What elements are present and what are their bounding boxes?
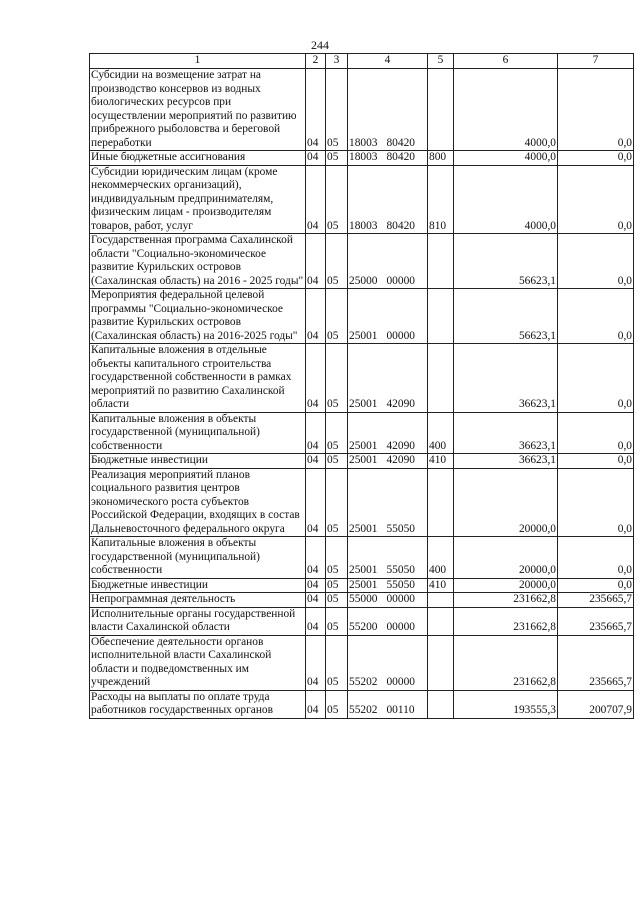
table-row [90, 593, 634, 608]
row-subsection: 05 [326, 607, 348, 635]
target-code-program: 18003 [349, 151, 378, 163]
target-code-direction: 00000 [386, 593, 415, 605]
target-code-direction: 80420 [386, 151, 415, 163]
target-code-direction: 00000 [386, 621, 415, 633]
row-name: Субсидии юридическим лицам (кроме некоммерческих организаций), индивидуальным предпринимателям, физическим лицам - производителям товаров, работ, услуг [90, 165, 306, 234]
row-amount-col6: 36623,1 [454, 344, 558, 413]
row-target-code [348, 635, 428, 690]
row-name: Обеспечение деятельности органов исполнительной власти Сахалинской области и подведомственных им учреждений [90, 635, 306, 690]
col-header-7: 7 [558, 54, 634, 69]
row-amount-col7: 235665,7 [558, 593, 634, 608]
row-section: 04 [306, 289, 326, 344]
target-code-direction: 42090 [386, 398, 415, 410]
row-section: 04 [306, 234, 326, 289]
target-code-direction: 00110 [386, 704, 415, 716]
row-amount-col6: 20000,0 [454, 468, 558, 537]
row-section: 04 [306, 690, 326, 718]
page-number: 244 [311, 38, 329, 52]
target-code-direction: 80420 [386, 136, 415, 149]
header-row [90, 54, 634, 69]
col-header-5: 5 [428, 54, 454, 69]
row-section: 04 [306, 454, 326, 469]
row-target-code [348, 289, 428, 344]
col-header-6: 6 [454, 54, 558, 69]
row-target-code [348, 69, 428, 151]
row-amount-col6: 4000,0 [454, 165, 558, 234]
col-header-3: 3 [326, 54, 348, 69]
target-code-program: 25001 [349, 578, 378, 591]
row-expense-type [428, 690, 454, 718]
row-section: 04 [306, 165, 326, 234]
row-amount-col6: 56623,1 [454, 234, 558, 289]
row-subsection: 05 [326, 412, 348, 454]
row-name: Непрограммная деятельность [90, 593, 306, 608]
row-expense-type [428, 234, 454, 289]
row-name: Капитальные вложения в объекты государственной (муниципальной) собственности [90, 537, 306, 579]
row-expense-type [428, 344, 454, 413]
row-name: Мероприятия федеральной целевой программы "Социально-экономическое развитие Курильских островов (Сахалинская область) на 2016-2025 годы" [90, 289, 306, 344]
target-code-program: 55202 [349, 676, 378, 688]
row-expense-type: 410 [428, 578, 454, 593]
row-amount-col7: 0,0 [558, 412, 634, 454]
row-target-code [348, 468, 428, 537]
row-target-code [348, 234, 428, 289]
row-amount-col7: 0,0 [558, 69, 634, 151]
row-section: 04 [306, 593, 326, 608]
row-amount-col6: 36623,1 [454, 412, 558, 454]
target-code-direction: 00000 [386, 676, 415, 688]
target-code-program: 18003 [349, 136, 378, 149]
row-target-code [348, 344, 428, 413]
row-section: 04 [306, 344, 326, 413]
row-target-code [348, 593, 428, 608]
budget-table [89, 53, 634, 719]
row-target-code [348, 151, 428, 166]
row-target-code [348, 165, 428, 234]
target-code-direction: 80420 [386, 219, 415, 232]
row-amount-col6: 56623,1 [454, 289, 558, 344]
table-row [90, 537, 634, 579]
table-row [90, 454, 634, 469]
row-name: Расходы на выплаты по оплате труда работников государственных органов [90, 690, 306, 718]
table-row [90, 165, 634, 234]
row-target-code [348, 690, 428, 718]
row-expense-type [428, 607, 454, 635]
row-amount-col6: 231662,8 [454, 607, 558, 635]
row-expense-type [428, 289, 454, 344]
row-target-code [348, 578, 428, 593]
table-row [90, 607, 634, 635]
row-subsection: 05 [326, 537, 348, 579]
row-name: Иные бюджетные ассигнования [90, 151, 306, 166]
row-amount-col6: 231662,8 [454, 593, 558, 608]
target-code-direction: 55050 [386, 522, 415, 535]
row-amount-col6: 231662,8 [454, 635, 558, 690]
row-amount-col7: 0,0 [558, 165, 634, 234]
row-expense-type [428, 468, 454, 537]
row-subsection: 05 [326, 468, 348, 537]
table-row [90, 690, 634, 718]
row-subsection: 05 [326, 289, 348, 344]
row-subsection: 05 [326, 454, 348, 469]
row-section: 04 [306, 537, 326, 579]
row-name: Исполнительные органы государственной власти Сахалинской области [90, 607, 306, 635]
row-amount-col7: 200707,9 [558, 690, 634, 718]
row-subsection: 05 [326, 344, 348, 413]
row-subsection: 05 [326, 151, 348, 166]
row-subsection: 05 [326, 165, 348, 234]
row-subsection: 05 [326, 69, 348, 151]
table-row [90, 635, 634, 690]
row-amount-col7: 0,0 [558, 578, 634, 593]
row-name: Бюджетные инвестиции [90, 578, 306, 593]
target-code-program: 55202 [349, 704, 378, 716]
table-row [90, 578, 634, 593]
row-target-code [348, 607, 428, 635]
target-code-direction: 42090 [386, 439, 415, 452]
row-section: 04 [306, 412, 326, 454]
row-section: 04 [306, 69, 326, 151]
row-target-code [348, 412, 428, 454]
target-code-direction: 00000 [386, 329, 415, 342]
table-row [90, 289, 634, 344]
table-row [90, 344, 634, 413]
row-expense-type: 810 [428, 165, 454, 234]
row-subsection: 05 [326, 234, 348, 289]
row-amount-col7: 0,0 [558, 454, 634, 469]
row-name: Бюджетные инвестиции [90, 454, 306, 469]
row-subsection: 05 [326, 578, 348, 593]
row-name: Капитальные вложения в отдельные объекты капитального строительства государственной собственности в рамках мероприятий по развитию Сахалинской области [90, 344, 306, 413]
target-code-program: 55000 [349, 593, 378, 605]
row-name: Субсидии на возмещение затрат на производство консервов из водных биологических ресурсов при осуществлении мероприятий по развитию прибрежного рыболовства и береговой переработки [90, 69, 306, 151]
row-section: 04 [306, 151, 326, 166]
table-row [90, 151, 634, 166]
target-code-program: 55200 [349, 621, 378, 633]
col-header-2: 2 [306, 54, 326, 69]
target-code-direction: 42090 [386, 454, 415, 466]
row-section: 04 [306, 635, 326, 690]
row-amount-col7: 0,0 [558, 344, 634, 413]
row-target-code [348, 454, 428, 469]
row-expense-type [428, 635, 454, 690]
row-name: Реализация мероприятий планов социального развития центров экономического роста субъектов Российской Федерации, входящих в состав Дальневосточного федерального округа [90, 468, 306, 537]
row-amount-col6: 20000,0 [454, 578, 558, 593]
row-amount-col6: 36623,1 [454, 454, 558, 469]
row-amount-col6: 193555,3 [454, 690, 558, 718]
target-code-direction: 00000 [386, 274, 415, 287]
target-code-direction: 55050 [386, 578, 415, 591]
table-row [90, 234, 634, 289]
target-code-program: 25001 [349, 439, 378, 452]
row-amount-col7: 0,0 [558, 537, 634, 579]
row-expense-type [428, 69, 454, 151]
row-expense-type: 410 [428, 454, 454, 469]
table-row [90, 412, 634, 454]
col-header-1: 1 [90, 54, 306, 69]
row-expense-type: 400 [428, 412, 454, 454]
target-code-program: 25001 [349, 522, 378, 535]
row-amount-col6: 4000,0 [454, 69, 558, 151]
row-name: Государственная программа Сахалинской области "Социально-экономическое развитие Курильских островов (Сахалинская область) на 2016 - 2025 годы" [90, 234, 306, 289]
row-amount-col6: 20000,0 [454, 537, 558, 579]
row-section: 04 [306, 607, 326, 635]
row-subsection: 05 [326, 635, 348, 690]
row-amount-col7: 0,0 [558, 234, 634, 289]
row-expense-type: 800 [428, 151, 454, 166]
row-section: 04 [306, 468, 326, 537]
row-amount-col7: 235665,7 [558, 607, 634, 635]
row-amount-col7: 0,0 [558, 468, 634, 537]
target-code-program: 25001 [349, 564, 378, 576]
row-target-code [348, 537, 428, 579]
target-code-program: 25001 [349, 398, 378, 410]
row-amount-col6: 4000,0 [454, 151, 558, 166]
row-name: Капитальные вложения в объекты государственной (муниципальной) собственности [90, 412, 306, 454]
row-amount-col7: 0,0 [558, 289, 634, 344]
target-code-program: 25000 [349, 274, 378, 287]
col-header-4: 4 [348, 54, 428, 69]
row-expense-type: 400 [428, 537, 454, 579]
target-code-program: 25001 [349, 454, 378, 466]
row-section: 04 [306, 578, 326, 593]
row-amount-col7: 235665,7 [558, 635, 634, 690]
target-code-program: 18003 [349, 219, 378, 232]
table-row [90, 468, 634, 537]
row-subsection: 05 [326, 593, 348, 608]
table-row [90, 69, 634, 151]
row-expense-type [428, 593, 454, 608]
target-code-direction: 55050 [386, 564, 415, 576]
row-subsection: 05 [326, 690, 348, 718]
target-code-program: 25001 [349, 329, 378, 342]
row-amount-col7: 0,0 [558, 151, 634, 166]
